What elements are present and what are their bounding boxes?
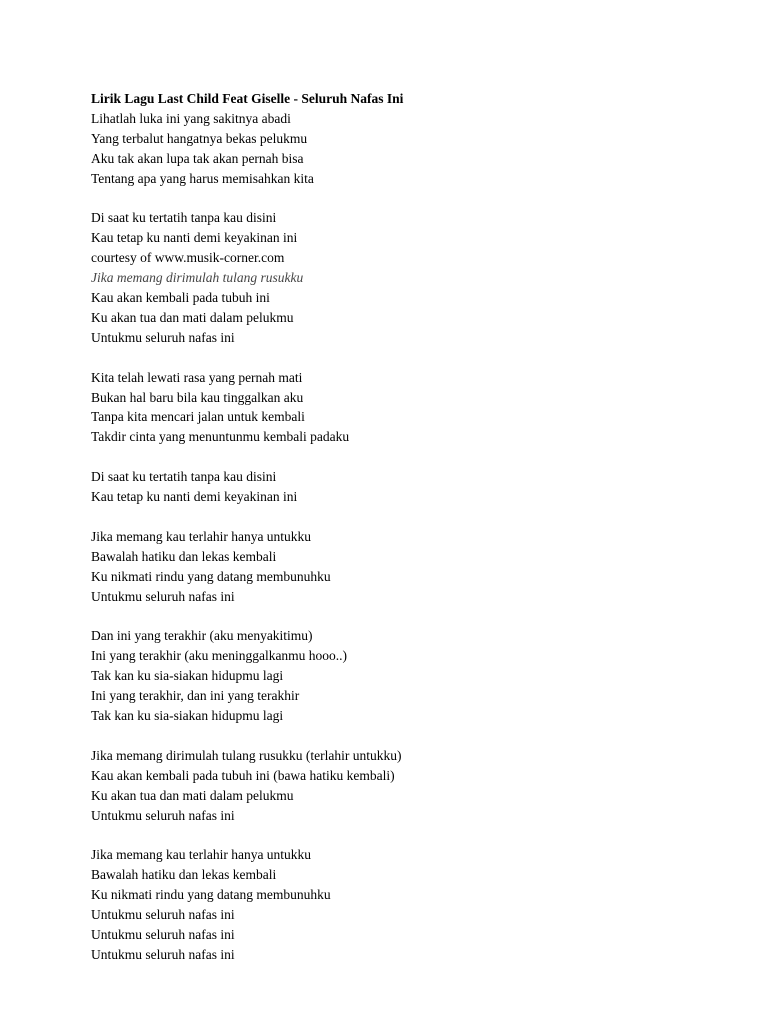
lyric-line: Jika memang dirimulah tulang rusukku (terlahir untukku) [91,747,402,763]
lyric-line: Kau tetap ku nanti demi keyakinan ini [91,489,298,505]
lyric-line: Di saat ku tertatih tanpa kau disini [91,210,277,226]
lyric-line: Tanpa kita mencari jalan untuk kembali [91,409,305,425]
lyric-line: Kau akan kembali pada tubuh ini (bawa hatiku kembali) [91,767,395,783]
lyric-line: Jika memang dirimulah tulang rusukku [91,270,304,286]
stanza-7 [91,746,731,826]
lyric-line: Bawalah hatiku dan lekas kembali [91,548,277,564]
lyric-line: Lihatlah luka ini yang sakitnya abadi [91,110,291,126]
lyric-line: Yang terbalut hangatnya bekas pelukmu [91,130,308,146]
stanza-1 [91,109,731,189]
lyric-line: Bawalah hatiku dan lekas kembali [91,867,277,883]
lyric-line: Kau akan kembali pada tubuh ini [91,290,270,306]
lyric-line: Ku nikmati rindu yang datang membunuhku [91,568,331,584]
lyric-line: Dan ini yang terakhir (aku menyakitimu) [91,628,313,644]
lyric-line: Tak kan ku sia-siakan hidupmu lagi [91,708,284,724]
lyric-line: Ku akan tua dan mati dalam pelukmu [91,309,294,325]
lyrics-document [91,89,731,965]
lyric-line: Ini yang terakhir (aku meninggalkanmu hooo..) [91,648,348,664]
lyric-line: Jika memang kau terlahir hanya untukku [91,847,312,863]
lyric-line: Tentang apa yang harus memisahkan kita [91,170,314,186]
stanza-6 [91,626,731,726]
lyric-line: Untukmu seluruh nafas ini [91,946,235,962]
lyric-line: Jika memang kau terlahir hanya untukku [91,528,312,544]
stanza-8 [91,845,731,964]
lyric-line: Ku nikmati rindu yang datang membunuhku [91,887,331,903]
lyric-line: Ku akan tua dan mati dalam pelukmu [91,787,294,803]
document-title: Lirik Lagu Last Child Feat Giselle - Seluruh Nafas Ini [91,91,404,106]
lyric-line: Aku tak akan lupa tak akan pernah bisa [91,150,304,166]
lyric-line: Tak kan ku sia-siakan hidupmu lagi [91,668,284,684]
lyric-line: Bukan hal baru bila kau tinggalkan aku [91,389,304,405]
stanza-3 [91,368,731,448]
lyric-line: Di saat ku tertatih tanpa kau disini [91,469,277,485]
lyric-line: courtesy of www.musik-corner.com [91,250,285,266]
lyric-line: Untukmu seluruh nafas ini [91,329,235,345]
lyric-line: Takdir cinta yang menuntunmu kembali padaku [91,429,350,445]
lyric-line: Untukmu seluruh nafas ini [91,807,235,823]
lyric-line: Untukmu seluruh nafas ini [91,907,235,923]
lyric-line: Ini yang terakhir, dan ini yang terakhir [91,688,300,704]
lyric-line: Untukmu seluruh nafas ini [91,588,235,604]
stanza-4 [91,467,731,507]
stanza-2 [91,208,731,347]
lyrics-body [91,109,731,965]
lyric-line: Kita telah lewati rasa yang pernah mati [91,369,303,385]
lyric-line: Untukmu seluruh nafas ini [91,926,235,942]
stanza-5 [91,527,731,607]
lyric-line: Kau tetap ku nanti demi keyakinan ini [91,230,298,246]
